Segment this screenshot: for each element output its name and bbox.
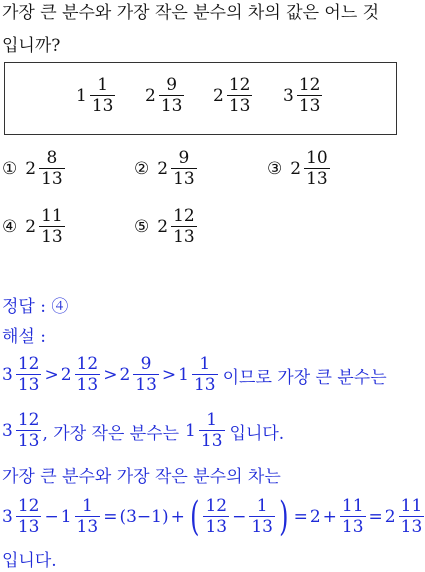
box-fraction-3: 2 $\frac{12}{13}$ (213, 75, 251, 116)
question-line-1: 가장 큰 분수와 가장 작은 분수의 차의 값은 어느 것 (2, 3, 380, 23)
explanation-line-2: 3 $\frac{12}{13}$ , 가장 작은 분수는 1 $\frac{1}{13}$ 입니다. (2, 410, 285, 451)
answer-label: 정답 : ④ (2, 297, 69, 317)
choice-1[interactable]: ① 2 $\frac{8}{13}$ (2, 148, 63, 189)
question-line-2: 입니까? (2, 36, 61, 56)
explanation-line-5: 입니다. (2, 551, 57, 571)
box-fraction-1: 1 $\frac{1}{13}$ (76, 75, 114, 116)
box-fraction-2: 2 $\frac{9}{13}$ (145, 75, 183, 116)
explanation-line-3: 가장 큰 분수와 가장 작은 분수의 차는 (2, 467, 281, 487)
explanation-line-4: 3 $\frac{12}{13}$ − 1 $\frac{1}{13}$ = (3−1) + ( $\frac{12}{13}$ − $\frac{1}{13}$ ) = 2 + $\frac{11}{13}$ = 2 $\frac{11}{13}$ (2, 494, 423, 540)
choice-3[interactable]: ③ 2 $\frac{10}{13}$ (267, 148, 328, 189)
box-fraction-4: 3 $\frac{12}{13}$ (283, 75, 321, 116)
explanation-label: 해설 : (2, 327, 46, 347)
fraction-box (4, 62, 397, 135)
choice-4[interactable]: ④ 2 $\frac{11}{13}$ (2, 206, 63, 247)
explanation-line-1: 3 $\frac{12}{13}$ > 2 $\frac{12}{13}$ > 2 $\frac{9}{13}$ > 1 $\frac{1}{13}$ 이므로 가장 큰 분수는 (2, 354, 387, 395)
choice-5[interactable]: ⑤ 2 $\frac{12}{13}$ (134, 206, 195, 247)
choice-2[interactable]: ② 2 $\frac{9}{13}$ (134, 148, 195, 189)
